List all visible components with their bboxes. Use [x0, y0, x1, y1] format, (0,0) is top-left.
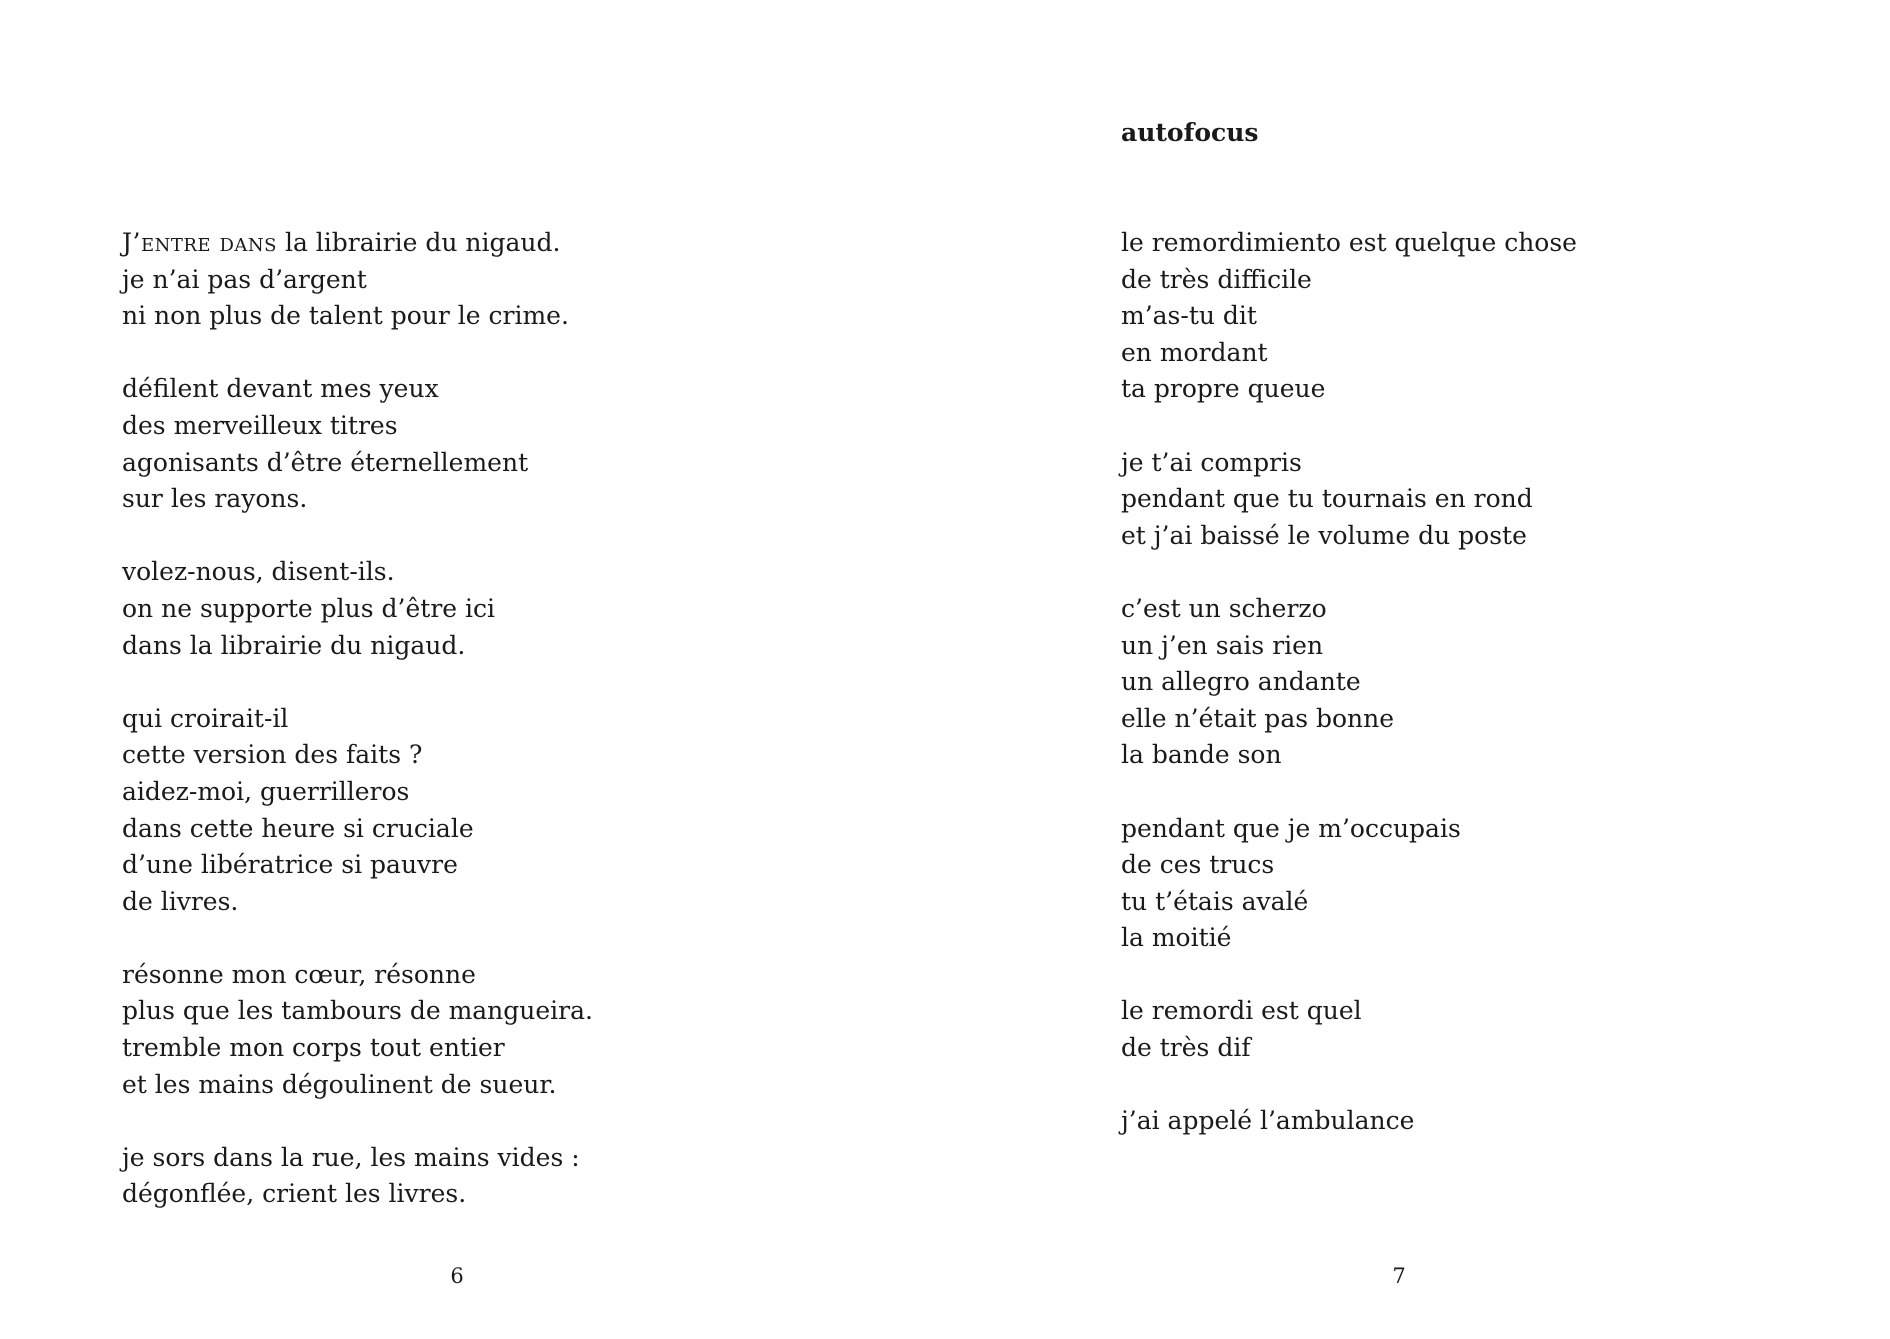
stanza-3 — [122, 554, 593, 664]
poem-line: et j’ai baissé le volume du poste — [1121, 520, 1527, 550]
poem-line: c’est un scherzo — [1121, 593, 1327, 623]
poem-line: tremble mon corps tout entier — [122, 1033, 505, 1063]
stanza-4 — [122, 701, 593, 921]
poem-line: agonisants d’être éternellement — [122, 447, 529, 477]
stanza-5 — [122, 957, 593, 1103]
line-text: la librairie du nigaud. — [277, 228, 561, 257]
poem-line: m’as-tu dit — [1121, 301, 1257, 331]
right-page — [945, 0, 1890, 1339]
stanza-3 — [1121, 591, 1577, 774]
poem-line: pendant que tu tournais en rond — [1121, 484, 1533, 514]
left-poem — [122, 225, 593, 1213]
page-number: 6 — [450, 1264, 464, 1288]
poem-line: ni non plus de talent pour le crime. — [122, 301, 569, 331]
stanza-1 — [122, 225, 593, 335]
right-poem — [1121, 225, 1577, 1140]
poem-line: et les mains dégoulinent de sueur. — [122, 1069, 557, 1099]
poem-line: je n’ai pas d’argent — [122, 264, 367, 294]
page-number: 7 — [1392, 1264, 1406, 1288]
poem-line: ta propre queue — [1121, 374, 1326, 404]
stanza-2 — [1121, 445, 1577, 555]
poem-line: de très dif — [1121, 1033, 1251, 1063]
poem-line: des merveilleux titres — [122, 410, 398, 440]
poem-line: je t’ai compris — [1121, 447, 1302, 477]
poem-line: qui croirait-il — [122, 703, 289, 733]
poem-line: un allegro andante — [1121, 667, 1361, 697]
poem-line: dans cette heure si cruciale — [122, 813, 474, 843]
opening-smallcaps: J’entre dans — [122, 228, 278, 257]
stanza-6 — [1121, 1103, 1577, 1140]
poem-line: la moitié — [1121, 923, 1232, 953]
poem-line: de très difficile — [1121, 264, 1312, 294]
poem-line: volez-nous, disent-ils. — [122, 557, 395, 587]
poem-line: le remordimiento est quelque chose — [1121, 228, 1577, 257]
poem-line: plus que les tambours de mangueira. — [122, 996, 593, 1026]
stanza-5 — [1121, 993, 1577, 1066]
poem-line: défilent devant mes yeux — [122, 374, 439, 404]
poem-line: en mordant — [1121, 337, 1268, 367]
stanza-2 — [122, 371, 593, 517]
poem-line: cette version des faits ? — [122, 740, 423, 770]
poem-title: autofocus — [1121, 118, 1259, 147]
stanza-1 — [1121, 225, 1577, 408]
poem-line: la bande son — [1121, 740, 1282, 770]
poem-line: aidez-moi, guerrilleros — [122, 776, 410, 806]
poem-line: on ne supporte plus d’être ici — [122, 593, 496, 623]
poem-line: j’ai appelé l’ambulance — [1121, 1106, 1415, 1136]
poem-line: d’une libératrice si pauvre — [122, 850, 458, 880]
poem-line — [122, 225, 593, 262]
poem-line: un j’en sais rien — [1121, 630, 1324, 660]
poem-line: sur les rayons. — [122, 484, 308, 514]
poem-line: je sors dans la rue, les mains vides : — [122, 1142, 580, 1172]
poem-line: résonne mon cœur, résonne — [122, 959, 476, 989]
poem-line: pendant que je m’occupais — [1121, 813, 1461, 843]
poem-line: tu t’étais avalé — [1121, 886, 1309, 916]
poem-line: de livres. — [122, 886, 239, 916]
stanza-4 — [1121, 811, 1577, 957]
poem-line: dans la librairie du nigaud. — [122, 630, 466, 660]
poem-line: de ces trucs — [1121, 850, 1275, 880]
stanza-6 — [122, 1140, 593, 1213]
poem-line: elle n’était pas bonne — [1121, 703, 1395, 733]
poem-line: dégonflée, crient les livres. — [122, 1179, 467, 1209]
poem-line: le remordi est quel — [1121, 996, 1362, 1026]
